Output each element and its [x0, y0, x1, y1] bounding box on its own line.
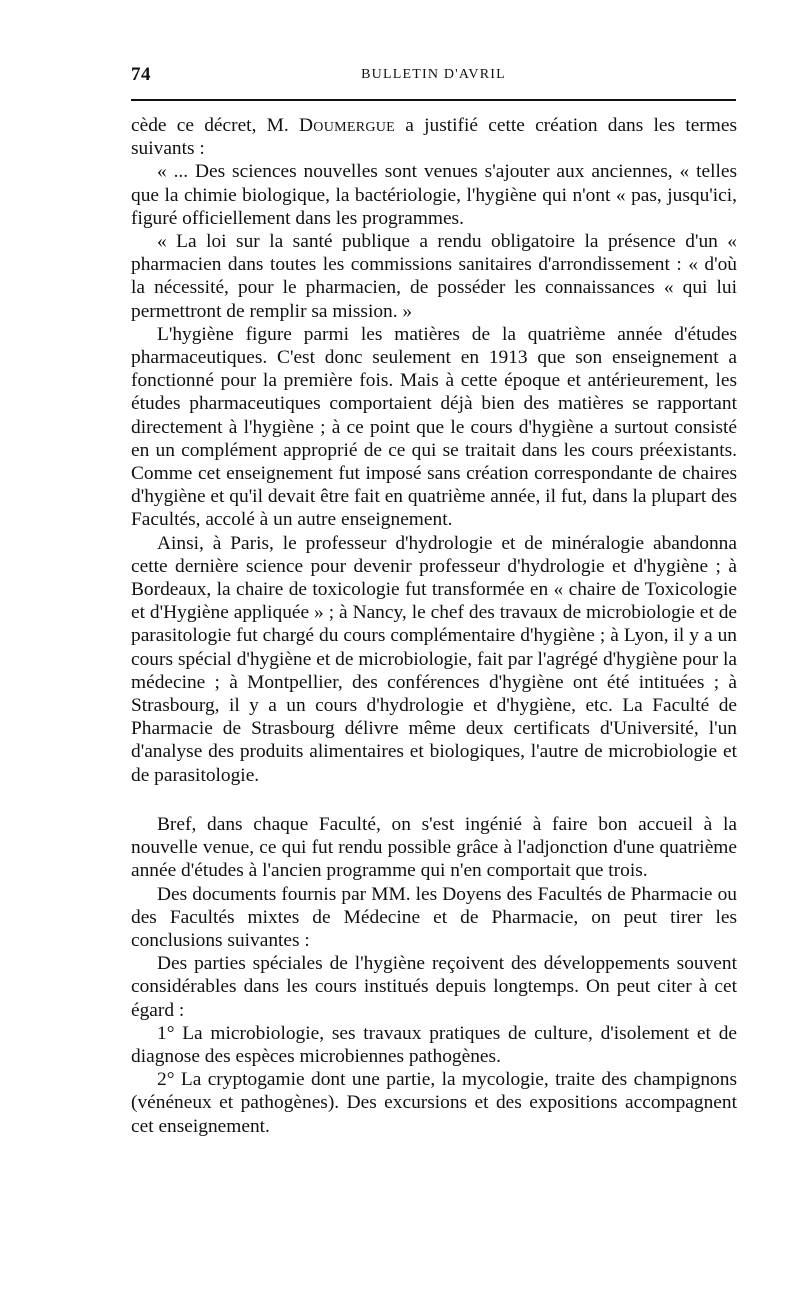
paragraph-1-start: cède ce décret, M.	[131, 115, 299, 136]
paragraph-1	[131, 114, 737, 160]
page-number: 74	[131, 64, 151, 85]
paragraph-4: L'hygiène figure parmi les matières de la quatrième année d'études pharmaceutiques. C'est donc seulement en 1913 que son enseignement a fonctionné pour la première fois. Mais à cette époque et antérieurement, les études pharmaceutiques comportaient déjà bien des matières se rapportant directement à l'hygiène ; à ce point que le cours d'hygiène a surtout consisté en un complément approprié de ce qui se traitait dans les cours préexistants. Comme cet enseignement fut imposé sans création correspondante de chaires d'hygiène et qu'il devait être fait en quatrième année, il fut, dans la plupart des Facultés, accolé à un autre enseignement.	[131, 323, 737, 531]
page-header	[131, 64, 736, 88]
section-gap	[131, 787, 737, 813]
running-title: BULLETIN D'AVRIL	[361, 67, 506, 82]
body-text	[131, 114, 737, 1138]
paragraph-8: Des parties spéciales de l'hygiène reçoivent des développements souvent considérables dans les cours institués depuis longtemps. On peut citer à cet égard :	[131, 953, 737, 1021]
paragraph-2: « ... Des sciences nouvelles sont venues s'ajouter aux anciennes, « telles que la chimie biologique, la bactériologie, l'hygiène qui n'ont « pas, jusqu'ici, figuré officiellement dans les programmes.	[131, 161, 737, 229]
paragraph-6: Bref, dans chaque Faculté, on s'est ingénié à faire bon accueil à la nouvelle venue, ce qui fut rendu possible grâce à l'adjonction d'une quatrième année d'études à l'ancien programme qui n'en comportait que trois.	[131, 813, 737, 882]
paragraph-1-end: a justifié cette création dans les termes suivants :	[131, 115, 738, 160]
paragraph-3: « La loi sur la santé publique a rendu obligatoire la présence d'un « pharmacien dans toutes les commissions sanitaires d'arrondissement : « d'où la nécessité, pour le pharmacien, de posséder les connaissances « qui lui permettront de remplir sa mission. »	[131, 231, 737, 322]
paragraph-5: Ainsi, à Paris, le professeur d'hydrologie et de minéralogie abandonna cette dernière science pour devenir professeur d'hydrologie et d'hygiène ; à Bordeaux, la chaire de toxicologie fut transformée en « chaire de Toxicologie et d'Hygiène appliquée » ; à Nancy, le chef des travaux de microbiologie et de parasitologie fut chargé du cours complémentaire d'hygiène ; à Lyon, il y a un cours spécial d'hygiène et de microbiologie, fait par l'agrégé d'hygiène pour la médecine ; à Montpellier, des conférences d'hygiène ont été intituées ; à Strasbourg, il y a un cours d'hydrologie et d'hygiène, etc. La Faculté de Pharmacie de Strasbourg délivre même deux certificats d'Université, l'un d'analyse des produits alimentaires et biologiques, l'autre de microbiologie et de parasitologie.	[131, 532, 737, 786]
header-rule	[131, 99, 736, 101]
paragraph-10: 2° La cryptogamie dont une partie, la mycologie, traite des champignons (vénéneux et pathogènes). Des excursions et des expositions accompagnent cet enseignement.	[131, 1069, 737, 1137]
paragraph-9: 1° La microbiologie, ses travaux pratiques de culture, d'isolement et de diagnose des espèces microbiennes pathogènes.	[131, 1022, 737, 1067]
paragraph-7: Des documents fournis par MM. les Doyens des Facultés de Pharmacie ou des Facultés mixtes de Médecine et de Pharmacie, on peut tirer les conclusions suivantes :	[131, 883, 737, 951]
person-name: Doumergue	[299, 115, 396, 136]
